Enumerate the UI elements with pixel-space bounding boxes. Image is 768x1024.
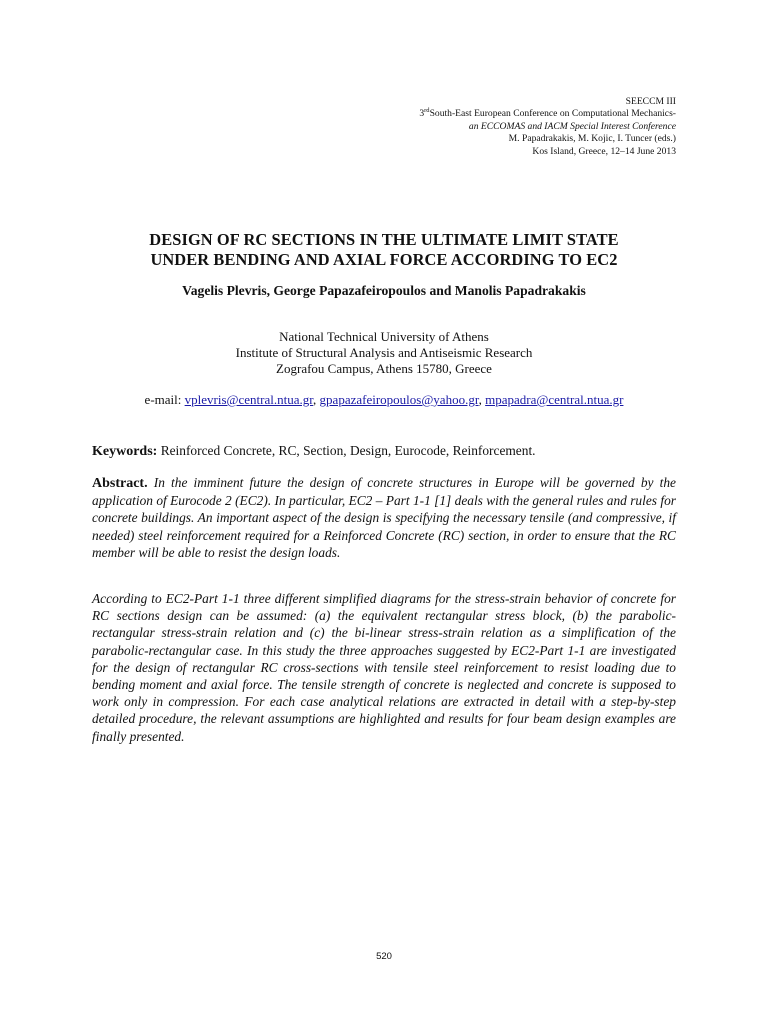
- affiliation-block: [0, 329, 768, 377]
- affiliation-university: National Technical University of Athens: [279, 329, 489, 344]
- abstract-label: Abstract.: [92, 476, 148, 491]
- email-separator: ,: [313, 392, 317, 407]
- conference-subtitle: an ECCOMAS and IACM Special Interest Conference: [468, 120, 676, 132]
- conference-name: South-East European Conference on Computational Mechanics-: [429, 108, 676, 120]
- conference-name-line: [316, 108, 676, 120]
- email-separator: ,: [478, 392, 482, 407]
- paper-title-line-2: UNDER BENDING AND AXIAL FORCE ACCORDING TO EC2: [150, 250, 618, 269]
- email-link-papadrakakis[interactable]: mpapadra@central.ntua.gr: [485, 392, 624, 407]
- email-link-plevris[interactable]: vplevris@central.ntua.gr: [184, 392, 314, 407]
- conference-ordinal-suffix: rd: [424, 107, 430, 115]
- paper-authors: Vagelis Plevris, George Papazafeiropoulos and Manolis Papadrakakis: [182, 283, 586, 298]
- email-line: [0, 392, 768, 408]
- conference-short-name: SEECCM III: [625, 96, 676, 107]
- affiliation-address: Zografou Campus, Athens 15780, Greece: [276, 361, 492, 376]
- abstract-paragraph-1: [92, 474, 676, 561]
- conference-editors: M. Papadrakakis, M. Kojic, I. Tuncer (eds.): [508, 133, 676, 145]
- paper-title-line-1: DESIGN OF RC SECTIONS IN THE ULTIMATE LIMIT STATE: [149, 230, 619, 249]
- keywords-section: [92, 443, 676, 460]
- abstract-text-1: In the imminent future the design of concrete structures in Europe will be governed by the application of Eurocode 2 (EC2). In particular, EC2 – Part 1-1 [1] deals with the general rules and rules for concrete buildings. An important aspect of the design is specifying the necessary tensile (and compressive, if needed) steel reinforcement required for a Reinforced Concrete (RC) section, in order to ensure that the RC member will be able to resist the design loads.: [92, 475, 676, 560]
- conference-location-date: Kos Island, Greece, 12–14 June 2013: [532, 145, 676, 157]
- email-label: e-mail:: [144, 392, 182, 407]
- paper-title: [0, 230, 768, 270]
- page-number: 520: [376, 951, 392, 962]
- affiliation-institute: Institute of Structural Analysis and Antiseismic Research: [235, 345, 533, 360]
- conference-ordinal: 3: [419, 108, 425, 120]
- abstract-paragraph-2: According to EC2-Part 1-1 three different simplified diagrams for the stress-strain behavior of concrete for RC sections design can be assumed: (a) the equivalent rectangular stress block, (b) the parabolic-rectangular stress-strain relation and (c) the bi-linear stress-strain relation as a simplification of the parabolic-rectangular case. In this study the three approaches suggested by EC2-Part 1-1 are investigated for the design of rectangular RC cross-sections with tensile steel reinforcement to resist loading due to bending moment and axial force. The tensile strength of concrete is neglected and concrete is supposed to work only in compression. For each case analytical relations are extracted in detail with a step-by-step detailed procedure, the relevant assumptions are highlighted and results for four beam design examples are finally presented.: [92, 591, 676, 744]
- conference-header: [316, 96, 676, 158]
- email-link-papazafeiropoulos[interactable]: gpapazafeiropoulos@yahoo.gr: [319, 392, 479, 407]
- keywords-label: Keywords:: [92, 444, 158, 459]
- keywords-text: Reinforced Concrete, RC, Section, Design, Eurocode, Reinforcement.: [160, 443, 536, 458]
